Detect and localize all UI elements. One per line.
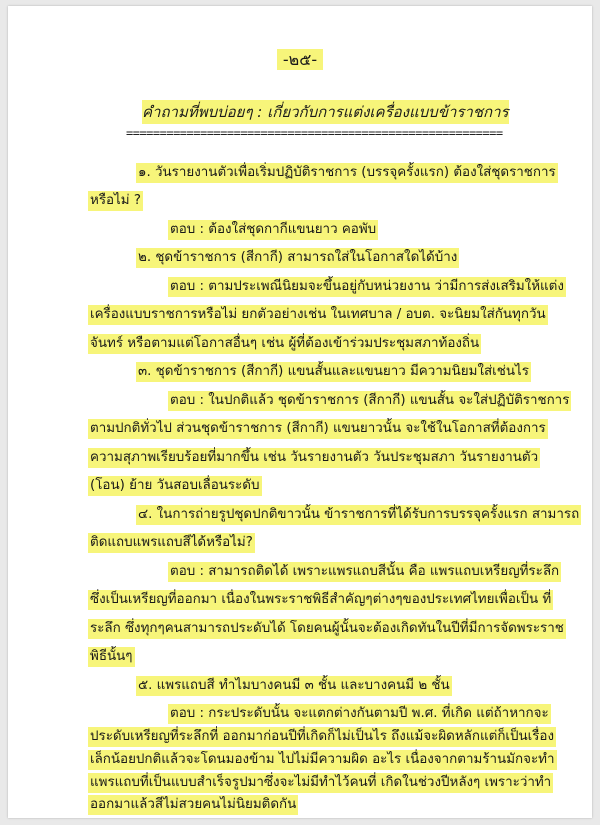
question-4-line-1: ๔. ในการถ่ายรูปชุดปกติขาวนั้น ข้าราชการที่ได้รับการบรรจุครั้งแรก สามารถ <box>136 505 581 525</box>
answer-4-line-3: ระลึก ซึ่งทุกๆคนสามารถประดับได้ โดยคนผู้นั้นจะต้องเกิดทันในปีที่มีการจัดพระราช <box>88 619 566 639</box>
answer-4-line-1: ตอบ : สามารถติดได้ เพราะแพรแถบสีนั้น คือ แพรแถบเหรียญที่ระลึก <box>168 562 561 582</box>
answer-4-line-4: พิธีนั้นๆ <box>88 647 135 667</box>
question-3-line-1: ๓. ชุดข้าราชการ (สีกากี) แขนสั้นและแขนยาว มีความนิยมใส่เช่นไร <box>136 362 531 382</box>
answer-5-line-4: แพรแถบที่เป็นแบบสำเร็จรูปมาซึ่งจะไม่มีทำไว้คนที่ เกิดในช่วงปีหลังๆ เพราะว่าทำ <box>88 773 553 793</box>
answer-3-line-3: ความสุภาพเรียบร้อยที่มากขึ้น เช่น วันรายงานตัว วันประชุมสภา วันรายงานตัว <box>88 448 540 468</box>
question-2-line-1: ๒. ชุดข้าราชการ (สีกากี) สามารถใส่ในโอกาสใดได้บ้าง <box>136 248 459 268</box>
page-number-text: -๒๕- <box>277 49 323 70</box>
question-5-line-1: ๕. แพรแถบสี ทำไมบางคนมี ๓ ชั้น และบางคนมี ๒ ชั้น <box>136 676 452 696</box>
answer-3-line-4: (โอน) ย้าย วันสอบเลื่อนระดับ <box>88 476 262 496</box>
answer-3-line-2: ตามปกติทั่วไป ส่วนชุดข้าราชการ (สีกากี) แขนยาวนั้น จะใช้ในโอกาสที่ต้องการ <box>88 419 548 439</box>
question-1-line-1: ๑. วันรายงานตัวเพื่อเริ่มปฏิบัติราชการ (บรรจุครั้งแรก) ต้องใส่ชุดราชการ <box>136 163 558 183</box>
answer-2-line-2: เครื่องแบบราชการหรือไม่ ยกตัวอย่างเช่น ในเทศบาล / อบต. จะนิยมใส่กันทุกวัน <box>88 305 548 325</box>
question-4-line-2: ติดแถบแพรแถบสีได้หรือไม่? <box>88 533 255 553</box>
separator-line: ======================================================== <box>126 126 503 140</box>
document-page <box>8 6 592 818</box>
answer-2-line-3: จันทร์ หรือตามแต่โอกาสอื่นๆ เช่น ผู้ที่ต้องเข้าร่วมประชุมสภาท้องถิ่น <box>88 334 481 354</box>
answer-5-line-5: ออกมาแล้วสีไม่สวยคนไม่นิยมติดกัน <box>88 795 298 815</box>
question-1-line-2: หรือไม่ ? <box>88 191 143 211</box>
page-number <box>8 48 592 73</box>
answer-5-line-3: เล็กน้อยปกติแล้วจะโดนมองข้าม ไปไม่มีความผิด อะไร เนื่องจากตามร้านมักจะทำ <box>88 750 557 770</box>
answer-5-line-2: ประดับเหรียญที่ระลึกที่ ออกมาก่อนปีที่เกิดก็ไม่เป็นไร ถึงแม้จะผิดหลักแต่ก็เป็นเรื่อง <box>88 727 556 747</box>
page-title: คำถามที่พบบ่อยๆ : เกี่ยวกับการแต่งเครื่องแบบข้าราชการ <box>142 100 509 124</box>
answer-3-line-1: ตอบ : ในปกติแล้ว ชุดข้าราชการ (สีกากี) แขนสั้น จะใส่ปฏิบัติราชการ <box>168 391 571 411</box>
answer-4-line-2: ซึ่งเป็นเหรียญที่ออกมา เนื่องในพระราชพิธีสำคัญๆต่างๆของประเทศไทยเพื่อเป็น ที่ <box>88 590 553 610</box>
answer-5-line-1: ตอบ : กระประดับนั้น จะแตกต่างกันตามปี พ.ศ. ที่เกิด แต่ถ้าหากจะ <box>168 704 551 724</box>
answer-2-line-1: ตอบ : ตามประเพณีนิยมจะขึ้นอยู่กับหน่วยงาน ว่ามีการส่งเสริมให้แต่ง <box>168 277 566 297</box>
answer-1-line-1: ตอบ : ต้องใส่ชุดกากีแขนยาว คอพับ <box>168 220 378 240</box>
